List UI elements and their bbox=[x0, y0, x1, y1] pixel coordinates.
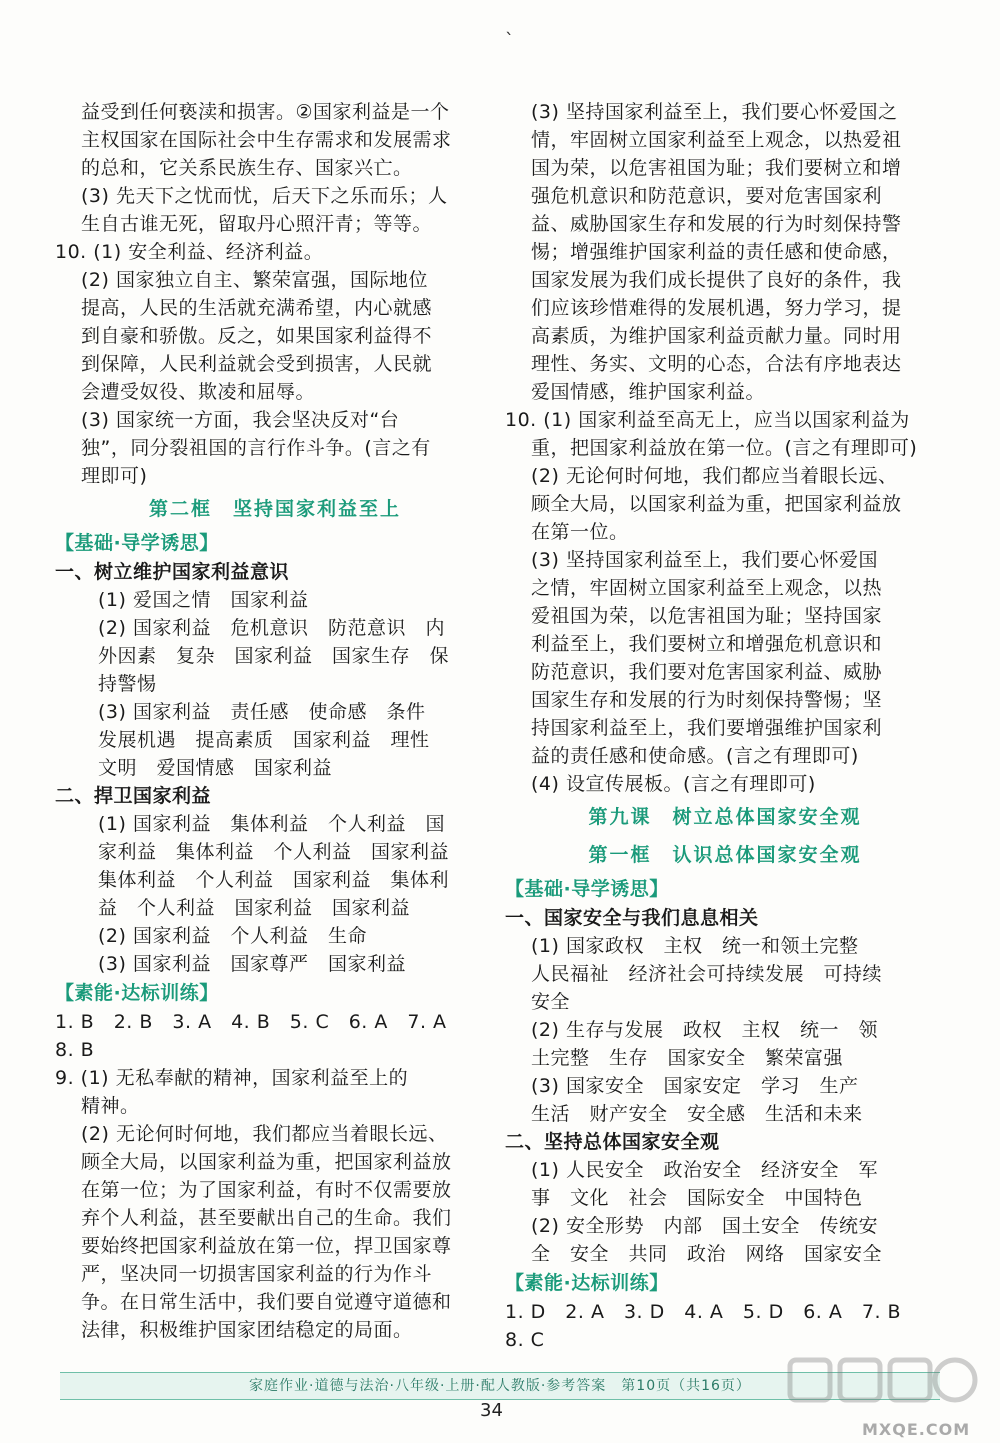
text-line: 国家生存和发展的行为时刻保持警惕；坚 bbox=[531, 689, 883, 711]
text-line: 法律，积极维护国家团结稳定的局面。 bbox=[81, 1319, 413, 1341]
text-line: 1. B 2. B 3. A 4. B 5. C 6. A 7. A bbox=[55, 1011, 447, 1033]
text-line: (1) 国家利益 集体利益 个人利益 国 bbox=[98, 813, 445, 835]
text-line: 理性、务实、文明的心态，合法有序地表达 bbox=[531, 353, 902, 375]
text-line: 情，牢固树立国家利益至上观念，以热爱祖 bbox=[531, 129, 902, 151]
text-line: 8. C bbox=[505, 1329, 545, 1351]
text-line: 1. D 2. A 3. D 4. A 5. D 6. A 7. B bbox=[505, 1301, 902, 1323]
text-line: 要始终把国家利益放在第一位，捍卫国家尊 bbox=[81, 1235, 452, 1257]
text-line: 9. (1) 无私奉献的精神，国家利益至上的 bbox=[55, 1067, 409, 1089]
subsection-heading: 一、国家安全与我们息息相关 bbox=[505, 907, 759, 929]
text-line: 提高，人民的生活就充满希望，内心就感 bbox=[81, 297, 433, 319]
text-line: (4) 设宣传展板。(言之有理即可) bbox=[531, 773, 816, 795]
text-line: (2) 生存与发展 政权 主权 统一 领 bbox=[531, 1019, 878, 1041]
top-mark: ˋ bbox=[505, 30, 514, 51]
text-line: 集体利益 个人利益 国家利益 集体利 bbox=[98, 869, 450, 891]
watermark-logo-icon bbox=[780, 1350, 980, 1430]
text-line: 弃个人利益，甚至要献出自己的生命。我们 bbox=[81, 1207, 452, 1229]
text-line: (3) 国家利益 国家尊严 国家利益 bbox=[98, 953, 406, 975]
text-line: (3) 坚持国家利益至上，我们要心怀爱国 bbox=[531, 549, 878, 571]
text-line: 理即可) bbox=[81, 465, 148, 487]
section-title: 第二框 坚持国家利益至上 bbox=[148, 498, 401, 520]
text-line: 防范意识，我们要对危害国家利益、威胁 bbox=[531, 661, 883, 683]
text-line: 国为荣，以危害祖国为耻；我们要树立和增 bbox=[531, 157, 902, 179]
text-line: 强危机意识和防范意识，要对危害国家利 bbox=[531, 185, 883, 207]
text-line: (3) 先天下之忧而忧，后天下之乐而乐；人 bbox=[81, 185, 448, 207]
text-line: 顾全大局，以国家利益为重，把国家利益放 bbox=[531, 493, 902, 515]
text-line: 会遭受奴役、欺凌和屈辱。 bbox=[81, 381, 316, 403]
text-line: (2) 国家利益 危机意识 防范意识 内 bbox=[98, 617, 445, 639]
text-line: (1) 爱国之情 国家利益 bbox=[98, 589, 309, 611]
text-line: (2) 国家利益 个人利益 生命 bbox=[98, 925, 367, 947]
text-line: 之情，牢固树立国家利益至上观念，以热 bbox=[531, 577, 883, 599]
text-line: 益的责任感和使命感。(言之有理即可) bbox=[531, 745, 859, 767]
text-line: 益 个人利益 国家利益 国家利益 bbox=[98, 897, 411, 919]
section-title: 第一框 认识总体国家安全观 bbox=[588, 844, 862, 866]
text-line: 在第一位。 bbox=[531, 521, 629, 543]
text-line: (2) 无论何时何地，我们都应当着眼长远、 bbox=[81, 1123, 448, 1145]
text-line: (3) 国家统一方面，我会坚决反对“台 bbox=[81, 409, 400, 431]
text-line: 在第一位；为了国家利益，有时不仅需要放 bbox=[81, 1179, 452, 1201]
text-line: 到自豪和骄傲。反之，如果国家利益得不 bbox=[81, 325, 433, 347]
text-line: 利益至上，我们要树立和增强危机意识和 bbox=[531, 633, 883, 655]
text-line: 顾全大局，以国家利益为重，把国家利益放 bbox=[81, 1151, 452, 1173]
text-line: 高素质，为维护国家利益贡献力量。同时用 bbox=[531, 325, 902, 347]
text-line: 主权国家在国际社会中生存需求和发展需求 bbox=[81, 129, 452, 151]
section-tag: 【素能·达标训练】 bbox=[55, 982, 219, 1004]
text-line: (3) 坚持国家利益至上，我们要心怀爱国之 bbox=[531, 101, 898, 123]
section-tag: 【素能·达标训练】 bbox=[505, 1272, 669, 1294]
text-line: 10. (1) 国家利益至高无上，应当以国家利益为 bbox=[505, 409, 910, 431]
text-line: 文明 爱国情感 国家利益 bbox=[98, 757, 333, 779]
text-line: 家利益 集体利益 个人利益 国家利益 bbox=[98, 841, 450, 863]
text-line: 生自古谁无死，留取丹心照汗青；等等。 bbox=[81, 213, 433, 235]
text-line: (1) 人民安全 政治安全 经济安全 军 bbox=[531, 1159, 878, 1181]
text-line: 的总和，它关系民族生存、国家兴亡。 bbox=[81, 157, 413, 179]
text-line: (2) 国家独立自主、繁荣富强，国际地位 bbox=[81, 269, 428, 291]
watermark-url: MXQE.COM bbox=[862, 1420, 971, 1439]
text-line: 爱国情感，维护国家利益。 bbox=[531, 381, 766, 403]
text-line: 持警惕 bbox=[98, 673, 157, 695]
text-line: 争。在日常生活中，我们要自觉遵守道德和 bbox=[81, 1291, 452, 1313]
text-line: 人民福祉 经济社会可持续发展 可持续 bbox=[531, 963, 883, 985]
footer-text: 家庭作业·道德与法治·八年级·上册·配人教版·参考答案 第10页（共16页） bbox=[249, 1378, 751, 1394]
text-line: 精神。 bbox=[81, 1095, 140, 1117]
text-line: 独”，同分裂祖国的言行作斗争。(言之有 bbox=[81, 437, 431, 459]
text-line: (1) 国家政权 主权 统一和领土完整 bbox=[531, 935, 859, 957]
text-line: 安全 bbox=[531, 991, 571, 1013]
text-line: (2) 安全形势 内部 国土安全 传统安 bbox=[531, 1215, 878, 1237]
text-line: (3) 国家利益 责任感 使命感 条件 bbox=[98, 701, 426, 723]
text-line: 爱祖国为荣，以危害祖国为耻；坚持国家 bbox=[531, 605, 883, 627]
subsection-heading: 二、坚持总体国家安全观 bbox=[505, 1131, 720, 1153]
text-line: (2) 无论何时何地，我们都应当着眼长远、 bbox=[531, 465, 898, 487]
text-line: 到保障，人民利益就会受到损害，人民就 bbox=[81, 353, 433, 375]
section-tag: 【基础·导学诱思】 bbox=[55, 532, 219, 554]
text-line: (3) 国家安全 国家安定 学习 生产 bbox=[531, 1075, 859, 1097]
subsection-heading: 二、捍卫国家利益 bbox=[55, 785, 212, 807]
right-column bbox=[505, 98, 945, 1354]
text-line: 益受到任何亵渎和损害。②国家利益是一个 bbox=[81, 101, 450, 123]
text-line: 事 文化 社会 国际安全 中国特色 bbox=[531, 1187, 863, 1209]
text-line: 益、威胁国家生存和发展的行为时刻保持警 bbox=[531, 213, 902, 235]
text-line: 惕；增强维护国家利益的责任感和使命感， bbox=[531, 241, 902, 263]
subsection-heading: 一、树立维护国家利益意识 bbox=[55, 561, 290, 583]
text-line: 外因素 复杂 国家利益 国家生存 保 bbox=[98, 645, 450, 667]
text-line: 生活 财产安全 安全感 生活和未来 bbox=[531, 1103, 863, 1125]
text-line: 全 安全 共同 政治 网络 国家安全 bbox=[531, 1243, 883, 1265]
left-column bbox=[55, 98, 495, 1344]
text-line: 10. (1) 安全利益、经济利益。 bbox=[55, 241, 324, 263]
text-line: 发展机遇 提高素质 国家利益 理性 bbox=[98, 729, 430, 751]
text-line: 国家发展为我们成长提供了良好的条件，我 bbox=[531, 269, 902, 291]
text-line: 严，坚决同一切损害国家利益的行为作斗 bbox=[81, 1263, 433, 1285]
text-line: 土完整 生存 国家安全 繁荣富强 bbox=[531, 1047, 844, 1069]
text-line: 持国家利益至上，我们要增强维护国家利 bbox=[531, 717, 883, 739]
section-title: 第九课 树立总体国家安全观 bbox=[588, 806, 862, 828]
text-line: 们应该珍惜难得的发展机遇，努力学习，提 bbox=[531, 297, 902, 319]
text-line: 重，把国家利益放在第一位。(言之有理即可) bbox=[531, 437, 918, 459]
section-tag: 【基础·导学诱思】 bbox=[505, 878, 669, 900]
page-number: 34 bbox=[480, 1400, 503, 1421]
text-line: 8. B bbox=[55, 1039, 95, 1061]
